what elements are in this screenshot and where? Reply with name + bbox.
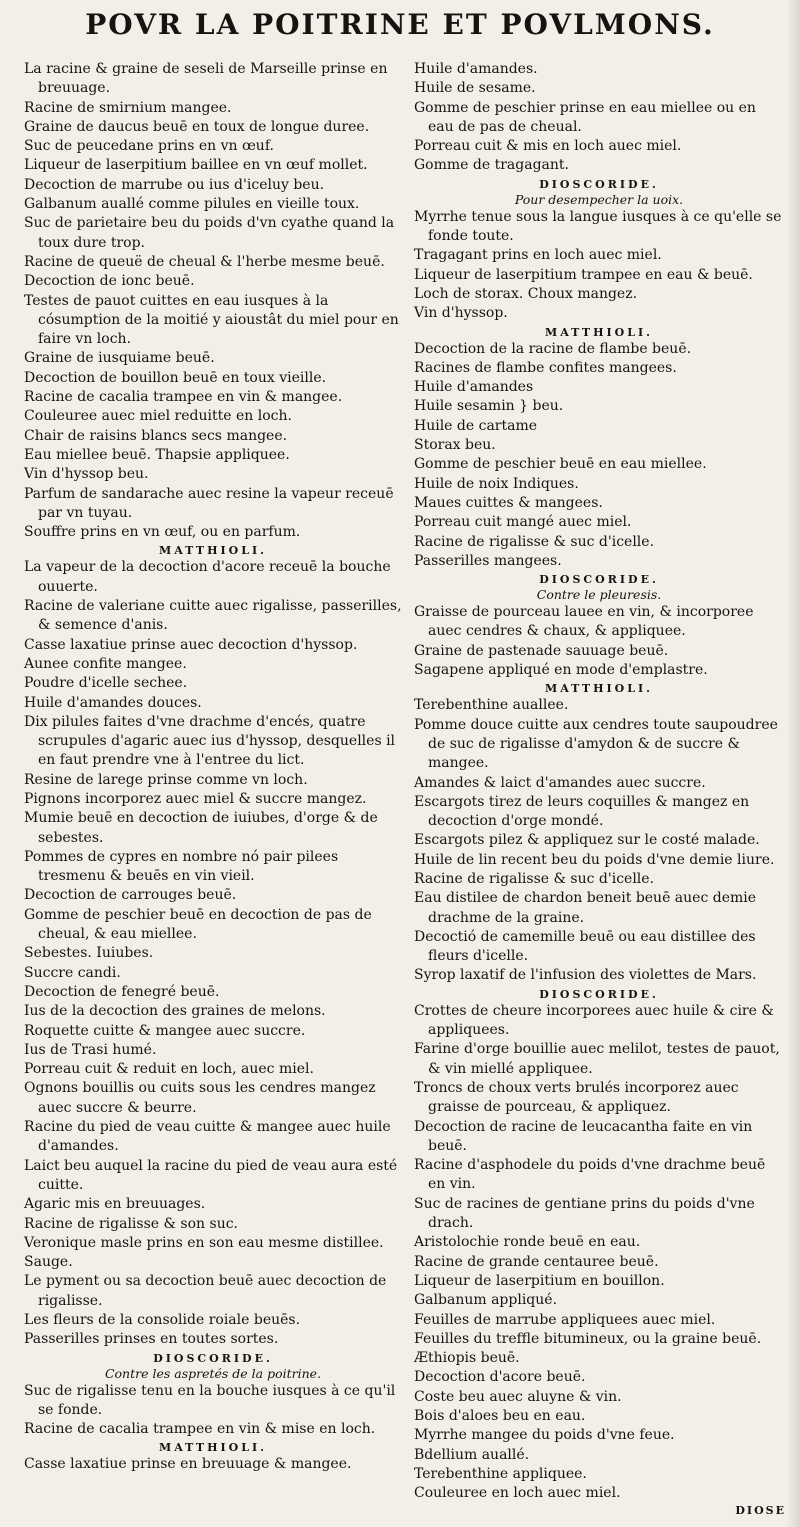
remedy-entry: Casse laxatiue prinse auec decoction d'hyssop. <box>24 636 358 653</box>
remedy-entry: Graine de daucus beuē en toux de longue duree. <box>24 118 370 135</box>
remedy-entry: Racine de valeriane cuitte auec rigalisse, passerilles, & semence d'anis. <box>24 598 402 634</box>
remedy-entry: Suc de racines de gentiane prins du poids d'vne drach. <box>414 1195 755 1232</box>
remedy-entry: Myrrhe mangee du poids d'vne feue. <box>414 1427 675 1444</box>
remedy-entry: Feuilles de marrube appliquees auec miel. <box>414 1311 716 1328</box>
section-heading: DIOSCORIDE. <box>153 1351 273 1365</box>
remedy-entry: Vin d'hyssop. <box>414 305 508 322</box>
remedy-entry: Huile de sesame. <box>414 80 536 97</box>
remedy-entry: Escargots pilez & appliquez sur le costé malade. <box>414 832 760 849</box>
remedy-entry: Gomme de peschier beuē en decoction de pas de cheual, & eau miellee. <box>24 906 372 943</box>
remedy-entry: Resine de larege prinse comme vn loch. <box>24 771 308 788</box>
remedy-entry: Les fleurs de la consolide roiale beuēs. <box>24 1312 301 1328</box>
remedy-entry: Laict beu auquel la racine du pied de veau aura esté cuitte. <box>24 1157 398 1193</box>
remedy-entry: Racine de queuë de cheual & l'herbe mesme beuē. <box>24 253 385 270</box>
remedy-entry: Huile de lin recent beu du poids d'vne demie liure. <box>414 851 775 868</box>
remedy-entry: Ius de la decoction des graines de melons. <box>24 1003 326 1020</box>
section-heading: DIOSCORIDE. <box>539 987 659 1001</box>
remedy-entry: Graisse de pourceau lauee en vin, & incorporee auec cendres & chaux, & appliquee. <box>414 604 754 640</box>
remedy-entry: Gomme de peschier prinse en eau miellee ou en eau de pas de cheual. <box>414 99 756 135</box>
remedy-entry: Pignons incorporez auec miel & succre mangez. <box>24 790 367 807</box>
remedy-entry: Farine d'orge bouillie auec melilot, testes de pauot, & vin miellé appliquee. <box>414 1041 780 1077</box>
section-heading: MATTHIOLI. <box>159 1441 267 1455</box>
remedy-entry: Agaric mis en breuuages. <box>24 1196 206 1213</box>
remedy-entry: Couleuree auec miel reduitte en loch. <box>24 408 292 425</box>
catchword: DIOSE <box>735 1504 786 1517</box>
page-edge-shadow <box>786 0 800 1527</box>
remedy-entry: Racine de rigalisse & suc d'icelle. <box>414 870 655 887</box>
remedy-entry: Roquette cuitte & mangee auec succre. <box>24 1022 306 1039</box>
remedy-entry: Decoction de marrube ou ius d'iceluy beu. <box>24 176 325 193</box>
remedy-entry: Casse laxatiue prinse en breuuage & mangee. <box>24 1456 352 1473</box>
remedy-entry: Ius de Trasi humé. <box>24 1041 157 1058</box>
remedy-entry: Decoctió de camemille beuē ou eau distillee des fleurs d'icelle. <box>414 928 756 965</box>
remedy-entry: Storax beu. <box>414 437 496 454</box>
remedy-entry: La vapeur de la decoction d'acore receuē la bouche ouuerte. <box>24 559 391 595</box>
remedy-entry: Tragagant prins en loch auec miel. <box>414 247 662 264</box>
section-heading: MATTHIOLI. <box>545 325 653 339</box>
remedy-entry: Liqueur de laserpitium baillee en vn œuf mollet. <box>24 157 368 174</box>
remedy-entry: Suc de rigalisse tenu en la bouche iusques à ce qu'il se fonde. <box>24 1382 396 1418</box>
remedy-entry: Porreau cuit & mis en loch auec miel. <box>414 138 682 155</box>
remedy-entry: Decoction de ionc beuē. <box>24 273 195 290</box>
remedy-entry: Decoction d'acore beuē. <box>414 1369 586 1386</box>
section-heading: MATTHIOLI. <box>159 544 267 558</box>
remedy-entry: Terebenthine appliquee. <box>414 1465 587 1482</box>
right-column <box>414 60 784 1503</box>
remedy-entry: Bdellium auallé. <box>414 1446 530 1463</box>
remedy-entry: Passerilles mangees. <box>414 552 562 569</box>
remedy-entry: Suc de parietaire beu du poids d'vn cyathe quand la toux dure trop. <box>24 215 395 251</box>
remedy-entry: Escargots tirez de leurs coquilles & mangez en decoction d'orge mondé. <box>414 793 750 830</box>
remedy-entry: Gomme de tragagant. <box>414 157 569 174</box>
remedy-entry: Huile sesamin } beu. <box>414 398 564 415</box>
remedy-entry: Racines de flambe confites mangees. <box>414 359 677 376</box>
remedy-entry: Huile d'amandes. <box>414 61 538 77</box>
remedy-entry: Succre candi. <box>24 964 121 981</box>
left-column <box>24 60 402 1475</box>
remedy-entry: Couleuree en loch auec miel. <box>414 1485 621 1502</box>
remedy-entry: Racine du pied de veau cuitte & mangee auec huile d'amandes. <box>24 1119 391 1155</box>
remedy-entry: Crottes de cheure incorporees auec huile & cire & appliquees. <box>414 1002 774 1039</box>
remedy-entry: Racine de cacalia trampee en vin & mangee. <box>24 389 343 406</box>
remedy-entry: Decoction de carrouges beuē. <box>24 887 237 904</box>
remedy-entry: Huile d'amandes douces. <box>24 694 202 711</box>
remedy-entry: Chair de raisins blancs secs mangee. <box>24 427 288 444</box>
remedy-entry: Passerilles prinses en toutes sortes. <box>24 1331 279 1348</box>
remedy-entry: Aristolochie ronde beuē en eau. <box>414 1234 641 1251</box>
remedy-entry: Decoction de fenegré beuē. <box>24 983 220 1000</box>
remedy-entry: Decoction de la racine de flambe beuē. <box>414 340 692 357</box>
remedy-entry: Troncs de choux verts brulés incorporez auec graisse de pourceau, & appliquez. <box>414 1079 739 1116</box>
remedy-entry: Loch de storax. Choux mangez. <box>414 285 638 302</box>
remedy-entry: Amandes & laict d'amandes auec succre. <box>414 774 706 791</box>
remedy-entry: Souffre prins en vn œuf, ou en parfum. <box>24 524 301 541</box>
remedy-entry: Parfum de sandarache auec resine la vapeur receuē par vn tuyau. <box>24 485 394 521</box>
remedy-entry: Graine de pastenade sauuage beuē. <box>414 642 669 659</box>
remedy-entry: Eau miellee beuē. Thapsie appliquee. <box>24 446 290 463</box>
remedy-entry: Ognons bouillis ou cuits sous les cendres mangez auec succre & beurre. <box>24 1080 376 1116</box>
remedy-entry: Graine de iusquiame beuē. <box>24 350 215 367</box>
remedy-entry: Galbanum auallé comme pilules en vieille toux. <box>24 196 360 213</box>
remedy-entry: Eau distilee de chardon beneit beuē auec demie drachme de la graine. <box>414 890 757 926</box>
remedy-entry: Veronique masle prins en son eau mesme distillee. <box>24 1234 384 1251</box>
remedy-entry: Syrop laxatif de l'infusion des violettes de Mars. <box>414 967 757 984</box>
remedy-entry: Terebenthine auallee. <box>414 697 569 714</box>
remedy-entry: Racine de rigalisse & son suc. <box>24 1215 238 1232</box>
remedy-entry: Racine de cacalia trampee en vin & mise en loch. <box>24 1421 376 1438</box>
remedy-entry: Poudre d'icelle sechee. <box>24 675 188 692</box>
section-heading: MATTHIOLI. <box>545 682 653 696</box>
remedy-entry: Liqueur de laserpitium en bouillon. <box>414 1272 665 1289</box>
remedy-entry: Le pyment ou sa decoction beuē auec decoction de rigalisse. <box>24 1273 387 1309</box>
remedy-entry: Racine d'asphodele du poids d'vne drachme beuē en vin. <box>414 1157 766 1193</box>
remedy-entry: Coste beu auec aluyne & vin. <box>414 1388 622 1405</box>
remedy-entry: Testes de pauot cuittes en eau iusques à la cósumption de la moitié y aioustât du miel pour en faire vn loch. <box>24 292 399 348</box>
remedy-entry: Porreau cuit & reduit en loch, auec miel. <box>24 1061 314 1078</box>
remedy-entry: Huile de noix Indiques. <box>414 475 579 492</box>
section-subheading: Contre les aspretés de la poitrine. <box>104 1365 322 1381</box>
remedy-entry: Liqueur de laserpitium trampee en eau & beuē. <box>414 266 753 283</box>
remedy-entry: Myrrhe tenue sous la langue iusques à ce qu'elle se fonde toute. <box>414 208 782 245</box>
remedy-entry: Huile d'amandes <box>414 379 534 396</box>
page-title: POVR LA POITRINE ET POVLMONS. <box>85 8 715 41</box>
remedy-entry: Bois d'aloes beu en eau. <box>414 1408 586 1424</box>
remedy-entry: Pommes de cypres en nombre nó pair pilees tresmenu & beuēs en vin vieil. <box>24 848 339 885</box>
section-subheading: Pour desempecher la uoix. <box>514 191 684 207</box>
remedy-entry: Racine de grande centauree beuē. <box>414 1253 659 1270</box>
remedy-entry: Racine de rigalisse & suc d'icelle. <box>414 533 655 550</box>
remedy-entry: Dix pilules faites d'vne drachme d'encés, quatre scrupules d'agaric auec ius d'hyssop, desquelles il en faut prendre vne à l'entree du lict. <box>24 713 396 769</box>
remedy-entry: Pomme douce cuitte aux cendres toute saupoudree de suc de rigalisse d'amydon & de succre & mangee. <box>414 716 778 772</box>
section-heading: DIOSCORIDE. <box>539 177 659 191</box>
remedy-entry: Suc de peucedane prins en vn œuf. <box>24 138 274 155</box>
remedy-entry: Racine de smirnium mangee. <box>24 99 232 116</box>
remedy-entry: Æthiopis beuē. <box>414 1350 520 1367</box>
remedy-entry: Gomme de peschier beuē en eau miellee. <box>414 456 707 473</box>
remedy-entry: Porreau cuit mangé auec miel. <box>414 514 632 531</box>
remedy-entry: Sebestes. Iuiubes. <box>24 945 154 962</box>
remedy-entry: La racine & graine de seseli de Marseille prinse en breuuage. <box>24 61 388 97</box>
remedy-entry: Sauge. <box>24 1254 73 1271</box>
remedy-entry: Vin d'hyssop beu. <box>24 466 149 483</box>
remedy-entry: Decoction de racine de leucacantha faite en vin beuē. <box>414 1118 753 1154</box>
section-heading: DIOSCORIDE. <box>539 573 659 587</box>
section-subheading: Contre le pleuresis. <box>536 587 662 603</box>
remedy-entry: Sagapene appliqué en mode d'emplastre. <box>414 662 708 679</box>
remedy-entry: Mumie beuē en decoction de iuiubes, d'orge & de sebestes. <box>24 810 378 846</box>
remedy-entry: Maues cuittes & mangees. <box>414 494 603 511</box>
remedy-entry: Decoction de bouillon beuē en toux vieille. <box>24 369 327 386</box>
remedy-entry: Huile de cartame <box>414 417 538 434</box>
remedy-entry: Aunee confite mangee. <box>24 655 187 672</box>
remedy-entry: Feuilles du treffle bitumineux, ou la graine beuē. <box>414 1330 762 1347</box>
remedy-entry: Galbanum appliqué. <box>414 1292 558 1309</box>
